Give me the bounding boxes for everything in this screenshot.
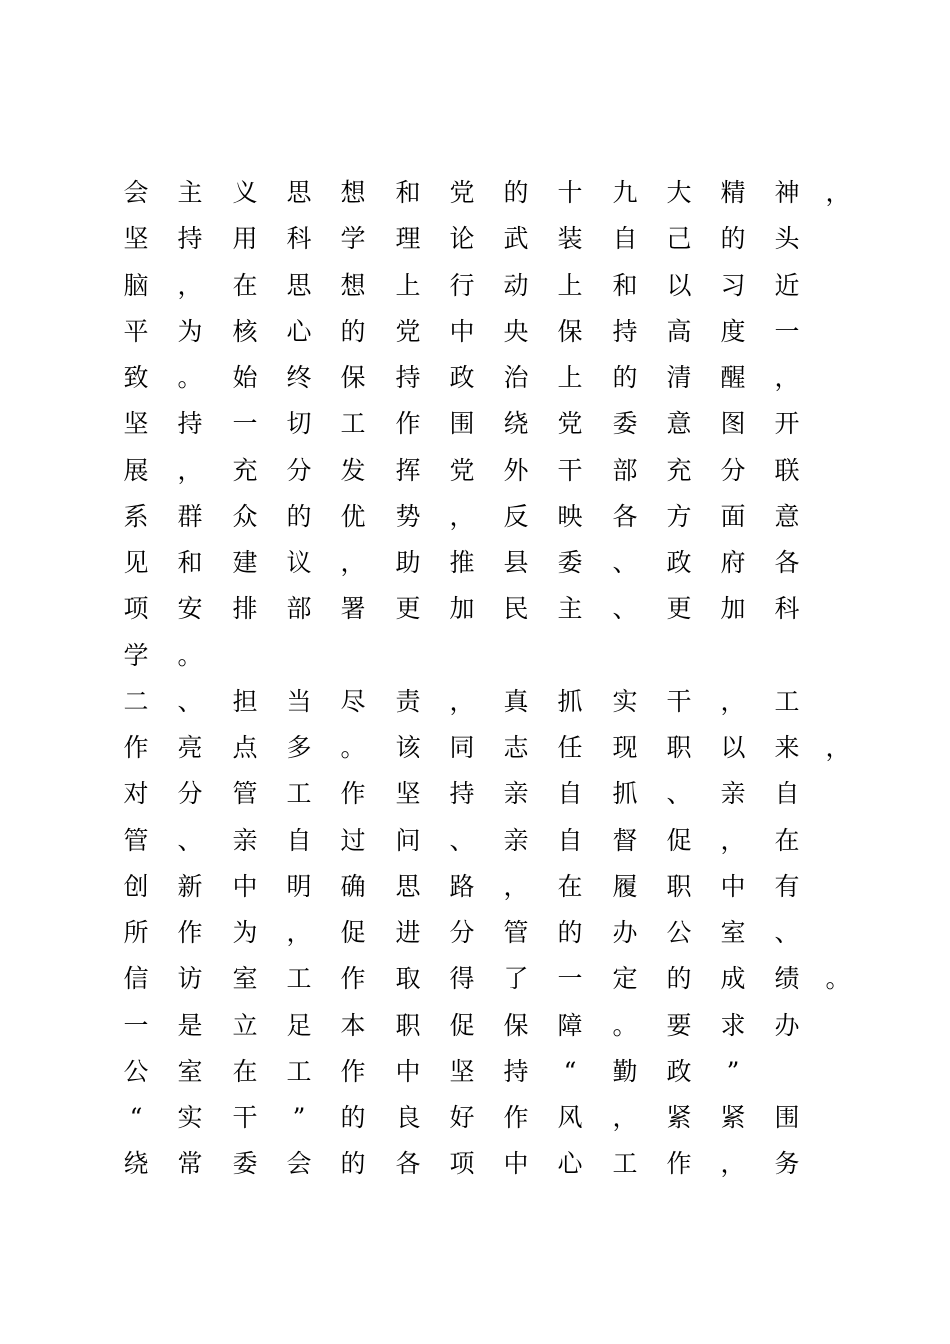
text-char: 围 [449,409,475,439]
text-char: 委 [232,1149,258,1179]
text-char: 党 [449,455,475,485]
text-char: 委 [612,409,638,439]
text-char: 为 [232,918,258,947]
text-line [0,451,950,497]
text-char: ， [449,501,475,531]
text-char: 的 [612,363,638,392]
text-line [0,219,950,265]
text-char: 确 [340,871,366,901]
text-char: ， [177,270,203,300]
text-char: 反 [503,501,529,531]
text-char: 充 [232,455,258,485]
text-char: 十 [557,178,583,207]
text-char: 求 [720,1010,746,1040]
text-char: 、 [449,825,475,855]
text-char: 用 [232,224,258,254]
text-char: ， [825,178,851,207]
text-char: 室 [232,964,258,994]
text-char: 中 [395,1056,421,1086]
text-char: 势 [395,501,421,531]
text-char: 部 [286,594,312,624]
text-char: 行 [449,270,475,300]
text-line [0,728,950,774]
text-char: 高 [666,316,692,346]
text-char: 更 [395,594,421,624]
text-char: 实 [612,686,638,716]
text-char: ， [503,871,529,901]
text-char: 促 [340,918,366,947]
text-char: “ [129,1103,143,1132]
text-char: 新 [177,871,203,901]
text-char: 好 [449,1103,475,1132]
text-char: 为 [177,316,203,346]
text-char: 。 [340,733,366,762]
text-char: 想 [340,270,366,300]
text-char: 群 [177,501,203,531]
text-char: 神 [774,178,800,207]
text-line [0,1098,950,1144]
text-char: 在 [232,1056,258,1086]
text-char: 始 [232,363,258,392]
text-char: 进 [395,918,421,947]
text-char: 自 [774,779,800,809]
text-char: 装 [557,224,583,254]
text-char: 。 [177,640,203,670]
text-char: 真 [503,686,529,716]
text-char: 风 [557,1103,583,1132]
text-char: 促 [449,1010,475,1040]
text-char: ， [177,455,203,485]
text-line [0,404,950,450]
text-line [0,173,950,219]
text-char: 面 [720,501,746,531]
text-char: 更 [666,594,692,624]
text-char: 中 [232,871,258,901]
text-char: 了 [503,964,529,994]
text-char: 抓 [557,686,583,716]
text-char: 安 [177,594,203,624]
text-char: 创 [123,871,149,901]
text-char: 的 [340,316,366,346]
text-char: 大 [666,178,692,207]
text-char: 外 [503,455,529,485]
text-char: 和 [395,178,421,207]
text-char: 工 [286,1056,312,1086]
text-char: 保 [503,1010,529,1040]
text-char: 工 [286,964,312,994]
text-char: 意 [666,409,692,439]
text-char: 充 [666,455,692,485]
text-char: 障 [557,1010,583,1040]
text-char: 部 [612,455,638,485]
text-char: 中 [503,1149,529,1179]
text-char: 对 [123,779,149,809]
text-char: 室 [720,918,746,947]
text-char: 取 [395,964,421,994]
text-char: 坚 [123,224,149,254]
text-char: 工 [340,409,366,439]
text-char: 作 [503,1103,529,1132]
text-char: 一 [557,964,583,994]
text-char: 的 [720,224,746,254]
text-char: 一 [774,316,800,346]
text-char: 访 [177,964,203,994]
text-char: 展 [123,455,149,485]
text-char: 持 [395,363,421,392]
text-char: 、 [177,686,203,716]
text-char: 职 [666,871,692,901]
text-char: 多 [286,733,312,762]
text-char: ， [720,686,746,716]
text-char: 坚 [123,409,149,439]
text-char: ” [726,1056,740,1086]
text-char: 义 [232,178,258,207]
text-char: 动 [503,270,529,300]
text-char: 职 [395,1010,421,1040]
text-char: 办 [612,918,638,947]
text-char: 分 [286,455,312,485]
text-char: 思 [395,871,421,901]
text-char: 的 [286,501,312,531]
text-char: 、 [666,779,692,809]
text-char: 精 [720,178,746,207]
text-char: 干 [232,1103,258,1132]
text-line [0,913,950,959]
text-char: 各 [774,548,800,577]
text-char: 作 [666,1149,692,1179]
text-char: 党 [395,316,421,346]
text-char: 上 [557,363,583,392]
text-char: ， [286,918,312,947]
text-char: 干 [666,686,692,716]
text-char: 促 [666,825,692,855]
text-char: 自 [557,825,583,855]
text-line [0,497,950,543]
text-char: 方 [666,501,692,531]
text-char: 公 [666,918,692,947]
text-char: 干 [557,455,583,485]
text-char: 绕 [503,409,529,439]
text-line [0,1052,950,1098]
text-char: 党 [557,409,583,439]
text-char: 科 [286,224,312,254]
text-char: 管 [503,918,529,947]
text-char: 一 [232,409,258,439]
text-char: 紧 [720,1103,746,1132]
text-char: 督 [612,825,638,855]
text-char: 核 [232,316,258,346]
text-char: 立 [232,1010,258,1040]
text-line [0,1006,950,1052]
text-line [0,821,950,867]
text-char: 上 [557,270,583,300]
text-char: 所 [123,918,149,947]
text-char: 同 [449,733,475,762]
text-char: 上 [395,270,421,300]
text-char: 保 [557,316,583,346]
text-char: 任 [557,733,583,762]
text-char: 政 [666,1056,692,1086]
text-char: ” [292,1103,306,1132]
text-char: 以 [720,733,746,762]
text-char: 良 [395,1103,421,1132]
text-char: 来 [774,733,800,762]
text-char: 。 [177,363,203,392]
text-char: 要 [666,1010,692,1040]
text-char: 办 [774,1010,800,1040]
text-char: 加 [720,594,746,624]
text-char: 项 [123,594,149,624]
text-char: 以 [666,270,692,300]
text-char: 推 [449,548,475,577]
text-char: 成 [720,964,746,994]
text-char: 绩 [774,964,800,994]
text-line [0,266,950,312]
text-line [0,358,950,404]
text-char: 持 [612,316,638,346]
text-line [0,636,950,682]
text-char: 工 [612,1149,638,1179]
text-char: 绕 [123,1149,149,1179]
text-char: 亲 [232,825,258,855]
text-char: 开 [774,409,800,439]
text-char: 在 [774,825,800,855]
text-line [0,959,950,1005]
text-char: 一 [123,1010,149,1040]
text-char: 见 [123,548,149,577]
text-char: 治 [503,363,529,392]
text-char: 的 [340,1103,366,1132]
text-char: 排 [232,594,258,624]
text-char: 中 [449,316,475,346]
text-char: 作 [123,733,149,762]
text-char: 担 [232,686,258,716]
text-char: 图 [720,409,746,439]
text-char: 政 [666,548,692,577]
text-char: 项 [449,1149,475,1179]
text-line [0,682,950,728]
text-char: 现 [612,733,638,762]
text-char: 和 [177,548,203,577]
text-char: 众 [232,501,258,531]
text-char: 平 [123,316,149,346]
text-char: 紧 [666,1103,692,1132]
text-char: 、 [177,825,203,855]
text-char: ， [449,686,475,716]
text-char: 作 [340,964,366,994]
text-char: 民 [503,594,529,624]
text-char: 论 [449,224,475,254]
text-char: 脑 [123,270,149,300]
text-char: 本 [340,1010,366,1040]
text-char: 各 [612,501,638,531]
text-char: 理 [395,224,421,254]
text-char: 映 [557,501,583,531]
text-char: “ [563,1056,577,1086]
text-char: 发 [340,455,366,485]
text-char: 保 [340,363,366,392]
text-char: ， [825,733,851,762]
text-char: 持 [177,409,203,439]
text-char: 切 [286,409,312,439]
text-char: 工 [774,686,800,716]
text-char: 政 [449,363,475,392]
text-char: 管 [232,779,258,809]
text-char: 亲 [503,779,529,809]
text-char: 亮 [177,733,203,762]
text-char: 思 [286,178,312,207]
text-char: 足 [286,1010,312,1040]
text-char: 当 [286,686,312,716]
text-char: 围 [774,1103,800,1132]
text-char: 作 [340,779,366,809]
text-char: 持 [503,1056,529,1086]
text-char: 抓 [612,779,638,809]
text-char: 科 [774,594,800,624]
text-char: 亲 [720,779,746,809]
text-char: ， [612,1103,638,1132]
text-char: 联 [774,455,800,485]
text-char: 学 [340,224,366,254]
text-char: 议 [286,548,312,577]
text-line [0,1144,950,1190]
text-char: 委 [557,548,583,577]
text-char: 作 [395,409,421,439]
text-char: 持 [449,779,475,809]
text-char: 职 [666,733,692,762]
text-char: 、 [612,548,638,577]
text-char: 想 [340,178,366,207]
text-char: 勤 [612,1056,638,1086]
text-char: 近 [774,270,800,300]
text-line [0,589,950,635]
text-char: 工 [286,779,312,809]
text-char: 府 [720,548,746,577]
text-char: 明 [286,871,312,901]
text-char: 有 [774,871,800,901]
text-char: 定 [612,964,638,994]
text-char: 亲 [503,825,529,855]
text-char: 县 [503,548,529,577]
text-char: 央 [503,316,529,346]
text-char: 责 [395,686,421,716]
text-char: 武 [503,224,529,254]
text-char: 作 [177,918,203,947]
text-char: 的 [503,178,529,207]
text-char: 常 [177,1149,203,1179]
text-char: 履 [612,871,638,901]
text-char: 自 [612,224,638,254]
text-char: 终 [286,363,312,392]
text-char: 九 [612,178,638,207]
text-char: 分 [449,918,475,947]
text-char: 的 [340,1149,366,1179]
text-char: 路 [449,871,475,901]
text-char: 致 [123,363,149,392]
text-char: 的 [666,964,692,994]
text-char: 头 [774,224,800,254]
text-char: 心 [557,1149,583,1179]
text-char: ， [720,1149,746,1179]
text-char: 建 [232,548,258,577]
text-char: 该 [395,733,421,762]
text-char: 公 [123,1056,149,1086]
text-char: 心 [286,316,312,346]
text-char: 。 [612,1010,638,1040]
text-char: 会 [123,178,149,207]
text-char: 分 [720,455,746,485]
text-char: 思 [286,270,312,300]
text-char: 和 [612,270,638,300]
text-char: 党 [449,178,475,207]
text-char: 自 [557,779,583,809]
text-line [0,867,950,913]
text-char: 。 [825,964,851,994]
text-char: 务 [774,1149,800,1179]
text-char: 志 [503,733,529,762]
text-line [0,312,950,358]
text-char: 学 [123,640,149,670]
text-char: 实 [177,1103,203,1132]
text-char: 清 [666,363,692,392]
text-char: 加 [449,594,475,624]
text-char: 度 [720,316,746,346]
text-line [0,543,950,589]
text-char: 二 [123,686,149,716]
text-char: 是 [177,1010,203,1040]
text-char: 系 [123,501,149,531]
text-char: 助 [395,548,421,577]
text-char: 作 [340,1056,366,1086]
text-char: 管 [123,825,149,855]
text-char: 中 [720,871,746,901]
text-char: 、 [612,594,638,624]
text-char: 得 [449,964,475,994]
text-char: 的 [557,918,583,947]
text-char: 信 [123,964,149,994]
text-char: 习 [720,270,746,300]
text-char: 持 [177,224,203,254]
text-char: 尽 [340,686,366,716]
text-char: 分 [177,779,203,809]
text-char: 自 [286,825,312,855]
text-char: 己 [666,224,692,254]
text-char: 会 [286,1149,312,1179]
text-line [0,774,950,820]
text-char: 坚 [449,1056,475,1086]
text-char: 室 [177,1056,203,1086]
text-char: 主 [557,594,583,624]
text-char: 问 [395,825,421,855]
text-char: 各 [395,1149,421,1179]
text-char: 点 [232,733,258,762]
text-char: 醒 [720,363,746,392]
text-char: 、 [774,918,800,947]
text-char: 在 [557,871,583,901]
text-char: ， [774,363,800,392]
text-char: 在 [232,270,258,300]
text-char: 优 [340,501,366,531]
text-char: 过 [340,825,366,855]
text-char: 署 [340,594,366,624]
text-char: 主 [177,178,203,207]
text-char: ， [340,548,366,577]
text-char: ， [720,825,746,855]
text-char: 意 [774,501,800,531]
text-char: 坚 [395,779,421,809]
text-char: 挥 [395,455,421,485]
